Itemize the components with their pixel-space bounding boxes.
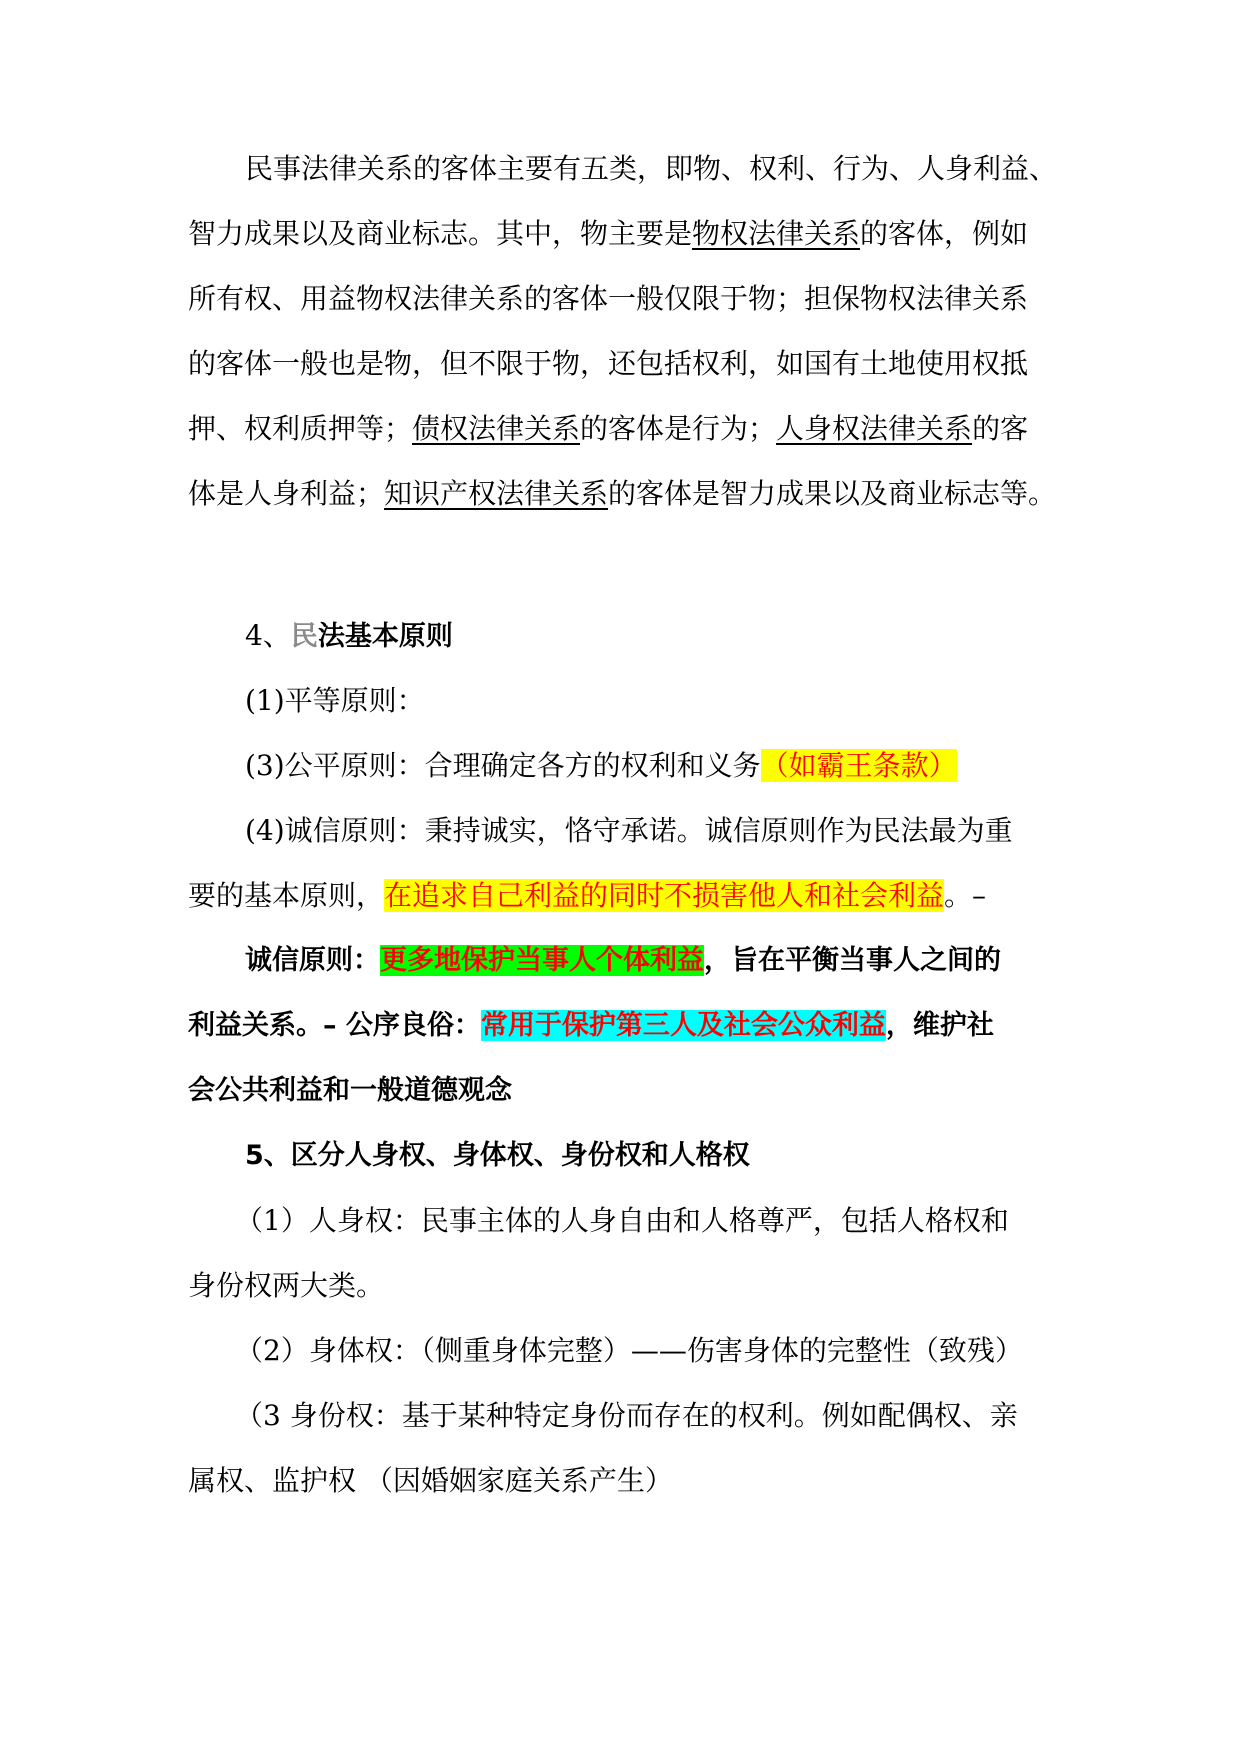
underlined-term: 人身权法律关系 [776,412,973,445]
paragraph-legal-relation-objects [188,136,1060,526]
text: ，维护社 [885,1010,994,1041]
text-line [188,136,1060,201]
text: (1)平等原则： [245,684,425,717]
text-line [188,733,1060,798]
text-line [188,1383,1060,1448]
text-line [188,266,1060,331]
text-line-bold [188,1058,1060,1123]
section-heading [188,603,1060,668]
text: 身份权两大类。 [188,1269,385,1302]
heading-text: 法基本原则 [317,621,453,652]
text: 利益关系。– 公序良俗： [188,1010,481,1041]
text: 的客体，例如 [860,217,1029,250]
text: 属权、监护权 （因婚姻家庭关系产生） [188,1464,673,1497]
text-line [188,1188,1060,1253]
heading-number: 4、 [245,619,291,652]
text: （2）身体权：（侧重身体完整）——伤害身体的完整性（致残） [235,1334,1023,1367]
text: ，旨在平衡当事人之间的 [704,945,1001,976]
text: (3)公平原则：合理确定各方的权利和义务 [245,749,761,782]
text: 所有权、用益物权法律关系的客体一般仅限于物；担保物权法律关系 [188,282,1029,315]
text: 的客体一般也是物，但不限于物，还包括权利，如国有土地使用权抵 [188,347,1029,380]
text-line [188,1318,1060,1383]
heading-text: 民 [290,621,318,652]
heading-text: 5、区分人身权、身体权、身份权和人格权 [245,1140,750,1171]
text-line [188,201,1060,266]
text: (4)诚信原则：秉持诚实，恪守承诺。诚信原则作为民法最为重 [245,814,1013,847]
section-civil-law-principles [188,603,1060,1123]
text-line [188,863,1060,928]
underlined-term: 债权法律关系 [412,412,581,445]
underlined-term: 物权法律关系 [692,217,861,250]
text: （1）人身权：民事主体的人身自由和人格尊严，包括人格权和 [235,1204,1009,1237]
text: 民事法律关系的客体主要有五类，即物、权利、行为、人身利益、 [245,152,1058,185]
text: 的客体是智力成果以及商业标志等。 [608,477,1057,510]
highlight-text: 更多地保护当事人个体利益 [380,945,704,976]
section-personal-rights [188,1123,1060,1513]
text: 智力成果以及商业标志。其中，物主要是 [188,217,693,250]
text: 体是人身利益； [188,477,385,510]
text-line [188,396,1060,461]
text: 。– [944,879,987,912]
text: 要的基本原则， [188,879,385,912]
text-line-bold [188,993,1060,1058]
text-line [188,1448,1060,1513]
text-line [188,461,1060,526]
section-heading [188,1123,1060,1188]
highlight-text: 常用于保护第三人及社会公众利益 [480,1010,886,1041]
text: 押、权利质押等； [188,412,413,445]
text-line-bold [188,928,1060,993]
underlined-term: 知识产权法律关系 [384,477,609,510]
text-line [188,798,1060,863]
highlight-text: 在追求自己利益的同时不损害他人和社会利益 [384,879,945,912]
text: 会公共利益和一般道德观念 [188,1075,512,1106]
text-line [188,668,1060,733]
text: 的客体是行为； [580,412,777,445]
text-line [188,1253,1060,1318]
text: 的客 [972,412,1029,445]
text: （3 身份权：基于某种特定身份而存在的权利。例如配偶权、亲 [235,1399,1018,1432]
text-line [188,331,1060,396]
text: 诚信原则： [245,945,380,976]
highlight-text: （如霸王条款） [760,749,957,782]
